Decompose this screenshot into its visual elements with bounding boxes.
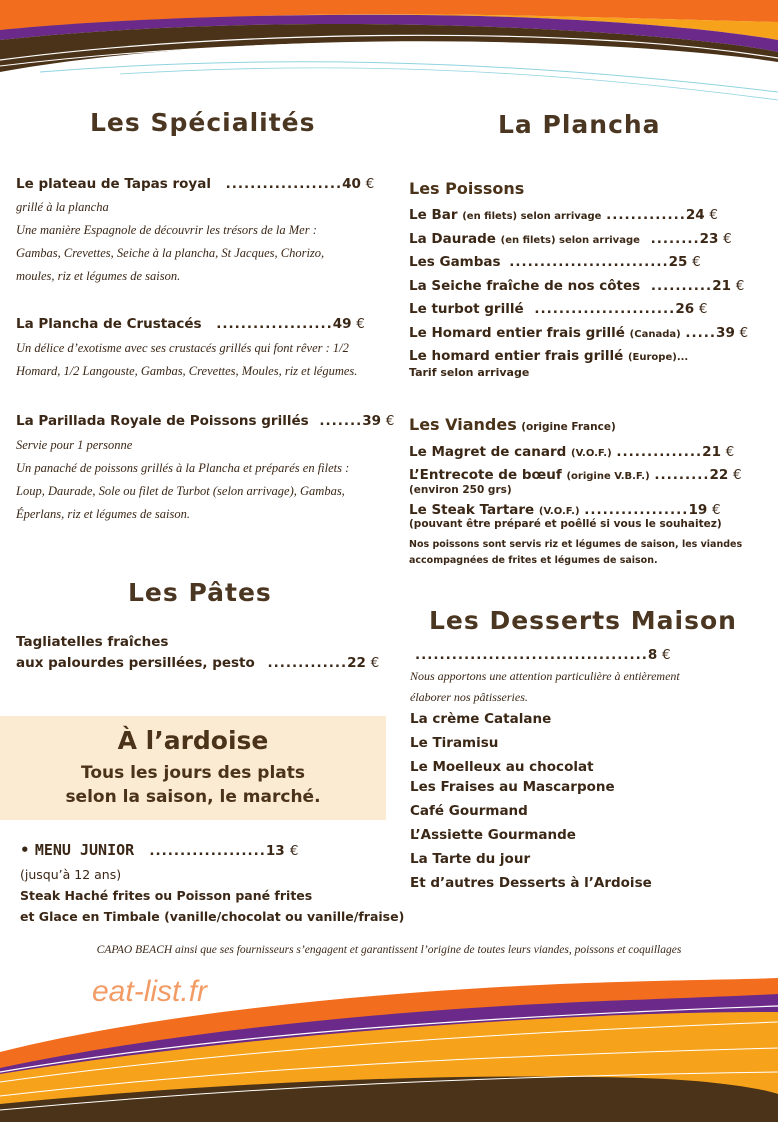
item-currency: € — [662, 647, 671, 663]
ardoise-line-1: Tous les jours des plats — [80, 763, 306, 783]
menu-junior-line — [20, 841, 298, 859]
viande-item — [409, 444, 735, 467]
bullet: • — [20, 841, 30, 859]
origin-statement: CAPAO BEACH ainsi que ses fournisseurs s’engagent et garantissent l’origine de toutes leurs viandes, poissons et coquillages — [96, 944, 682, 956]
desserts-list — [410, 711, 652, 899]
pates-line-2 — [16, 655, 379, 671]
item-currency: € — [356, 316, 365, 332]
viandes-header — [409, 415, 616, 435]
viande-item — [409, 467, 742, 484]
item-name: Le Magret de canard — [409, 444, 567, 460]
viandes-list — [409, 444, 743, 569]
leader-dots: ............. — [606, 207, 686, 223]
item-price: 23 — [699, 230, 719, 247]
desserts-title: Les Desserts Maison — [429, 606, 737, 635]
watermark: eat-list.fr — [92, 975, 208, 1008]
poisson-item — [409, 254, 735, 278]
poisson-item-homard-europe — [409, 348, 735, 366]
menu-junior-age: (jusqu’à 12 ans) — [20, 867, 122, 882]
item-price: 24 — [685, 207, 705, 223]
item-name: La Daurade — [409, 230, 496, 247]
item-price: 22 — [347, 655, 366, 671]
desc-line: Servie pour 1 personne — [16, 438, 133, 452]
intro-line: Nous apportons une attention particulière à entièrement — [410, 669, 680, 683]
item-note: (Canada) — [629, 328, 681, 340]
dessert-item: La Tarte du jour — [410, 851, 531, 867]
item-price: 22 — [709, 467, 729, 483]
intro-line: élaborer nos pâtisseries. — [410, 690, 528, 704]
ardoise-line-2: selon la saison, le marché. — [65, 787, 321, 807]
item-name: Le plateau de Tapas royal — [16, 176, 211, 192]
item-currency: € — [733, 467, 742, 483]
dessert-item: Et d’autres Desserts à l’Ardoise — [410, 875, 652, 891]
item-name: La Parillada Royale de Poissons grillés — [16, 413, 309, 429]
leader-dots: .......................... — [509, 254, 669, 270]
dessert-item: Le Tiramisu — [410, 735, 499, 751]
poisson-item — [409, 207, 735, 231]
top-wave-decoration — [0, 0, 778, 110]
item-name: Le Bar — [409, 207, 458, 223]
item-name: Le homard entier frais grillé — [409, 348, 624, 364]
item-name: Le Homard entier frais grillé — [409, 324, 625, 341]
desc-line: grillé à la plancha — [16, 200, 109, 214]
item-note: (en filets) selon arrivage — [500, 234, 640, 246]
item-price: 21 — [702, 444, 721, 460]
item-price: 19 — [688, 502, 708, 518]
desc-line: Une manière Espagnole de découvrir les trésors de la Mer : — [16, 223, 317, 237]
leader-dots: .............. — [616, 444, 703, 460]
item-currency: € — [711, 502, 721, 518]
item-note: (V.O.F.) — [538, 506, 580, 517]
viandes-note: (origine France) — [521, 421, 616, 433]
item-currency: € — [723, 230, 732, 247]
leader-dots: ......... — [654, 467, 710, 483]
viande-item — [409, 502, 735, 518]
dessert-item: L’Assiette Gourmande — [410, 827, 576, 843]
item-name: Le Steak Tartare — [409, 502, 535, 518]
viandes-footnote-2: accompagnées de frites et légumes de saison. — [409, 555, 658, 566]
desc-line: moules, riz et légumes de saison. — [16, 269, 181, 283]
item-price: 39 — [716, 324, 735, 341]
leader-dots: ................... — [225, 176, 343, 192]
poissons-list — [409, 207, 749, 379]
leader-dots: ................... — [216, 316, 333, 332]
ardoise-box — [0, 716, 386, 820]
item-price: 49 — [332, 316, 352, 332]
item-currency: € — [289, 843, 299, 859]
item-currency: € — [370, 655, 380, 671]
dessert-item: La crème Catalane — [410, 711, 552, 727]
item-note: (Europe)... — [627, 352, 689, 363]
leader-dots: ........ — [650, 230, 700, 247]
specialite-item-1-desc — [16, 196, 324, 288]
item-currency: € — [739, 324, 749, 341]
item-note: (V.O.F.) — [571, 448, 612, 459]
item-price: 26 — [675, 301, 695, 317]
leader-dots: ................. — [584, 502, 689, 518]
desc-line: Loup, Daurade, Sole ou filet de Turbot (selon arrivage), Gambas, — [16, 484, 345, 498]
item-name: L’Entrecote de bœuf — [409, 467, 562, 483]
item-note: (origine V.B.F.) — [566, 471, 650, 482]
item-currency: € — [698, 301, 708, 317]
item-price: 40 — [342, 176, 361, 192]
desc-line: Gambas, Crevettes, Seiche à la plancha, St Jacques, Chorizo, — [16, 246, 325, 260]
menu-junior-desc-1: Steak Haché frites ou Poisson pané frites — [20, 888, 313, 903]
item-currency: € — [709, 207, 718, 223]
leader-dots: ....... — [319, 413, 363, 429]
item-name: aux palourdes persillées, pesto — [16, 655, 255, 671]
item-price: 13 — [265, 843, 285, 859]
item-price: 39 — [362, 413, 382, 429]
desc-line: Un panaché de poissons grillés à la Plancha et préparés en filets : — [16, 461, 350, 475]
leader-dots: ..... — [685, 324, 717, 341]
desc-line: Homard, 1/2 Langouste, Gambas, Crevettes, Moules, riz et légumes. — [16, 364, 358, 378]
poissons-title: Les Poissons — [409, 179, 525, 198]
specialites-title: Les Spécialités — [90, 108, 316, 137]
viandes-title: Les Viandes — [409, 415, 517, 434]
item-note: (en filets) selon arrivage — [462, 211, 602, 222]
leader-dots: ................... — [149, 843, 266, 859]
desserts-intro — [410, 666, 680, 708]
specialite-item-1 — [16, 176, 374, 192]
dessert-item: Café Gourmand — [410, 803, 528, 819]
item-name: La Seiche fraîche de nos côtes — [409, 277, 641, 294]
desserts-price-line — [415, 647, 671, 663]
item-currency: € — [692, 254, 701, 270]
viande-sub: (pouvant être préparé et poêllé si vous le souhaitez) — [409, 518, 722, 530]
item-price: 8 — [647, 647, 658, 663]
leader-dots: .......... — [650, 277, 713, 294]
item-name: La Plancha de Crustacés — [16, 316, 202, 332]
item-name: Le turbot grillé — [409, 301, 524, 317]
pates-line-1: Tagliatelles fraîches — [16, 634, 169, 650]
item-price: 25 — [668, 254, 688, 270]
item-currency: € — [385, 413, 395, 429]
pates-title: Les Pâtes — [128, 578, 272, 607]
desc-line: Éperlans, riz et légumes de saison. — [16, 507, 190, 521]
item-price: 21 — [712, 277, 731, 294]
desc-line: Un délice d’exotisme avec ses crustacés grillés qui font rêver : 1/2 — [16, 341, 349, 355]
leader-dots: ............. — [267, 655, 348, 671]
dessert-item: Les Fraises au Mascarpone — [410, 779, 615, 795]
item-currency: € — [735, 277, 745, 294]
poisson-item — [409, 324, 749, 349]
poisson-item — [409, 231, 735, 255]
dessert-item: Le Moelleux au chocolat — [410, 759, 594, 775]
leader-dots: ....................... — [534, 301, 676, 317]
item-currency: € — [725, 444, 735, 460]
specialite-item-2-desc — [16, 337, 357, 383]
menu-junior-label: MENU JUNIOR — [34, 841, 135, 859]
item-currency: € — [365, 176, 375, 192]
leader-dots: ...................................... — [415, 647, 648, 663]
viande-sub: (environ 250 grs) — [409, 484, 512, 496]
poisson-item — [409, 301, 735, 325]
viandes-footnote-1: Nos poissons sont servis riz et légumes de saison, les viandes — [409, 539, 743, 550]
poisson-item — [409, 277, 745, 302]
tarif-note: Tarif selon arrivage — [409, 366, 530, 379]
ardoise-title: À l’ardoise — [117, 726, 269, 755]
specialite-item-2 — [16, 316, 365, 332]
menu-junior-desc-2: et Glace en Timbale (vanille/chocolat ou vanille/fraise) — [20, 909, 405, 924]
plancha-title: La Plancha — [498, 110, 661, 139]
item-name: Les Gambas — [409, 254, 501, 270]
specialite-item-3-desc — [16, 434, 349, 526]
specialite-item-3 — [16, 413, 394, 429]
